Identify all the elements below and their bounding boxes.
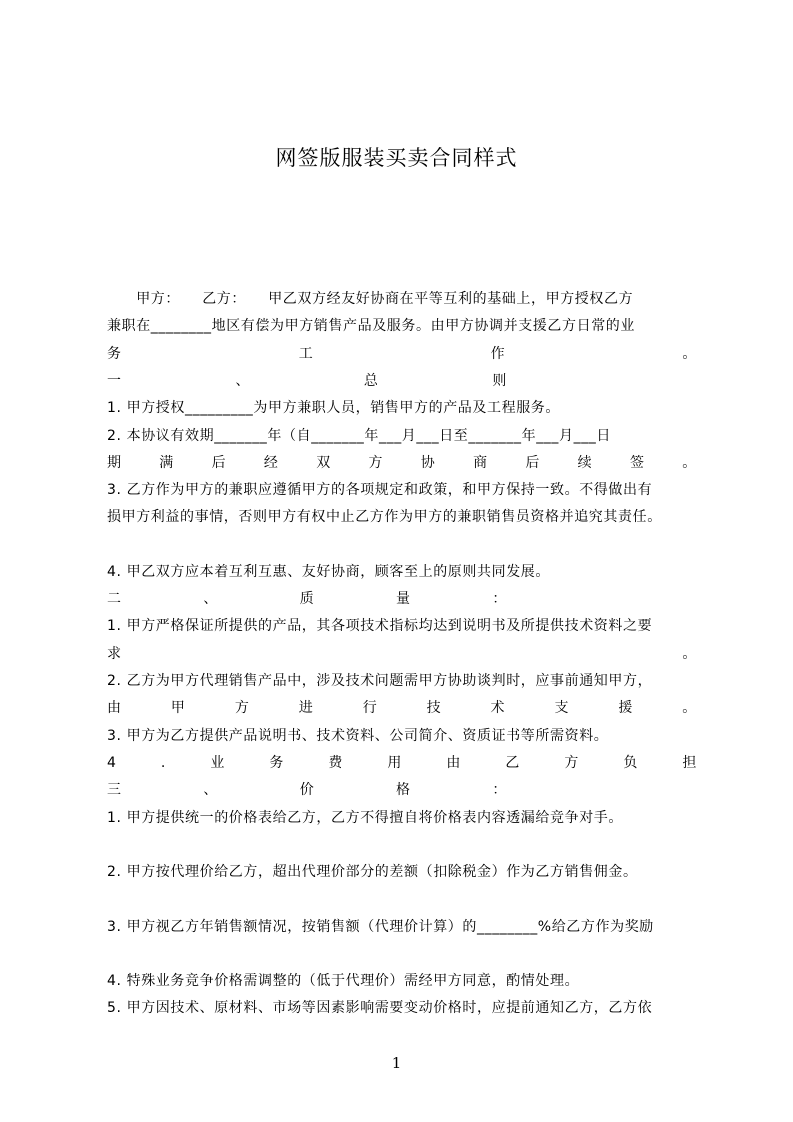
line-char: 一 <box>107 373 122 389</box>
line-char: 由 <box>446 755 461 771</box>
line-char: 。 <box>682 346 697 362</box>
contract-line: 2. 本协议有效期_______年（自_______年___月___日至_______年___月___日 <box>107 428 612 444</box>
line-char: 援 <box>618 700 633 716</box>
line-char: 质 <box>299 591 315 607</box>
contract-line: 兼职在________地区有偿为甲方销售产品及服务。由甲方协调并支援乙方日常的业 <box>107 318 635 334</box>
contract-line <box>107 643 697 665</box>
contract-line <box>107 534 697 556</box>
line-char: 务 <box>107 346 122 362</box>
contract-line <box>107 943 697 965</box>
line-char: 二 <box>107 591 122 607</box>
contract-line <box>107 370 507 392</box>
line-char: 满 <box>159 455 174 471</box>
line-char: 、 <box>203 591 218 607</box>
line-char: 方 <box>368 455 384 471</box>
contract-line <box>107 343 697 365</box>
contract-line <box>107 779 507 801</box>
line-char: ： <box>492 591 507 607</box>
contract-body <box>107 288 697 1028</box>
line-char: ： <box>492 782 507 798</box>
contract-line: 2. 甲方按代理价给乙方，超出代理价部分的差额（扣除税金）作为乙方销售佣金。 <box>107 864 638 880</box>
line-char: 务 <box>269 755 284 771</box>
line-char: 签 <box>629 455 645 471</box>
contract-line: 1. 甲方提供统一的价格表给乙方，乙方不得擅自将价格表内容透漏给竞争对手。 <box>107 810 624 826</box>
line-char: 。 <box>682 646 697 662</box>
line-char: 进 <box>298 700 314 716</box>
contract-line <box>107 889 697 911</box>
contract-line: 损甲方利益的事情，否则甲方有权中止乙方作为甲方的兼职销售员资格并追究其责任。 <box>107 509 662 525</box>
line-char: 总 <box>363 373 379 389</box>
line-char: 担 <box>682 755 697 771</box>
contract-line: 4. 甲乙双方应本着互利互惠、友好协商，顾客至上的原则共同发展。 <box>107 564 551 580</box>
line-char: 三 <box>107 782 122 798</box>
line-char: 则 <box>492 373 507 389</box>
contract-line <box>107 452 697 474</box>
line-char: 量 <box>396 591 411 607</box>
contract-line: 4. 特殊业务竞争价格需调整的（低于代理价）需经甲方同意，酌情处理。 <box>107 973 580 989</box>
contract-line <box>107 834 697 856</box>
contract-line: 甲方： 乙方： 甲乙双方经友好协商在平等互利的基础上，甲方授权乙方 <box>107 291 634 307</box>
contract-line: 3. 甲方视乙方年销售额情况，按销售额（代理价计算）的________%给乙方作为奖励 <box>107 919 654 935</box>
line-char: 4 <box>107 755 117 771</box>
contract-line <box>107 588 507 610</box>
line-char: 技 <box>426 700 442 716</box>
contract-line: 3. 乙方作为甲方的兼职应遵循甲方的各项规定和政策，和甲方保持一致。不得做出有 <box>107 482 653 498</box>
line-char: 乙 <box>505 755 520 771</box>
line-char: 商 <box>473 455 488 471</box>
line-char: 后 <box>211 455 227 471</box>
line-char: 行 <box>362 700 378 716</box>
line-char: 方 <box>564 755 579 771</box>
line-char: 双 <box>316 455 331 471</box>
page-number: 1 <box>391 1054 402 1072</box>
line-char: 。 <box>682 455 697 471</box>
line-char: 费 <box>328 755 343 771</box>
line-char: . <box>160 755 166 771</box>
line-char: 由 <box>107 700 122 716</box>
line-char: 用 <box>387 755 402 771</box>
contract-line: 3. 甲方为乙方提供产品说明书、技术资料、公司简介、资质证书等所需资料。 <box>107 728 609 744</box>
contract-line: 1. 甲方授权_________为甲方兼职人员，销售甲方的产品及工程服务。 <box>107 400 561 416</box>
contract-line: 5. 甲方因技术、原材料、市场等因素影响需要变动价格时，应提前通知乙方，乙方依 <box>107 1000 653 1016</box>
line-char: 后 <box>525 455 540 471</box>
contract-line <box>107 697 697 719</box>
line-char: 续 <box>577 455 593 471</box>
line-char: 期 <box>107 455 122 471</box>
line-char: 协 <box>420 455 436 471</box>
line-char: 工 <box>298 346 314 362</box>
line-char: 求 <box>107 646 122 662</box>
line-char: 方 <box>234 700 250 716</box>
line-char: 术 <box>490 700 506 716</box>
line-char: 、 <box>203 782 218 798</box>
contract-line <box>107 752 697 774</box>
line-char: 、 <box>235 373 251 389</box>
line-char: 价 <box>299 782 315 798</box>
line-char: 负 <box>623 755 638 771</box>
contract-line: 1. 甲方严格保证所提供的产品，其各项技术指标均达到说明书及所提供技术资料之要 <box>107 618 653 634</box>
line-char: 。 <box>682 700 697 716</box>
line-char: 经 <box>263 455 279 471</box>
line-char: 支 <box>554 700 570 716</box>
line-char: 格 <box>396 782 411 798</box>
line-char: 业 <box>210 755 225 771</box>
line-char: 甲 <box>170 700 186 716</box>
line-char: 作 <box>490 346 506 362</box>
contract-line: 2. 乙方为甲方代理销售产品中，涉及技术问题需甲方协助谈判时，应事前通知甲方， <box>107 673 653 689</box>
document-title: 网签版服装买卖合同样式 <box>275 146 518 170</box>
